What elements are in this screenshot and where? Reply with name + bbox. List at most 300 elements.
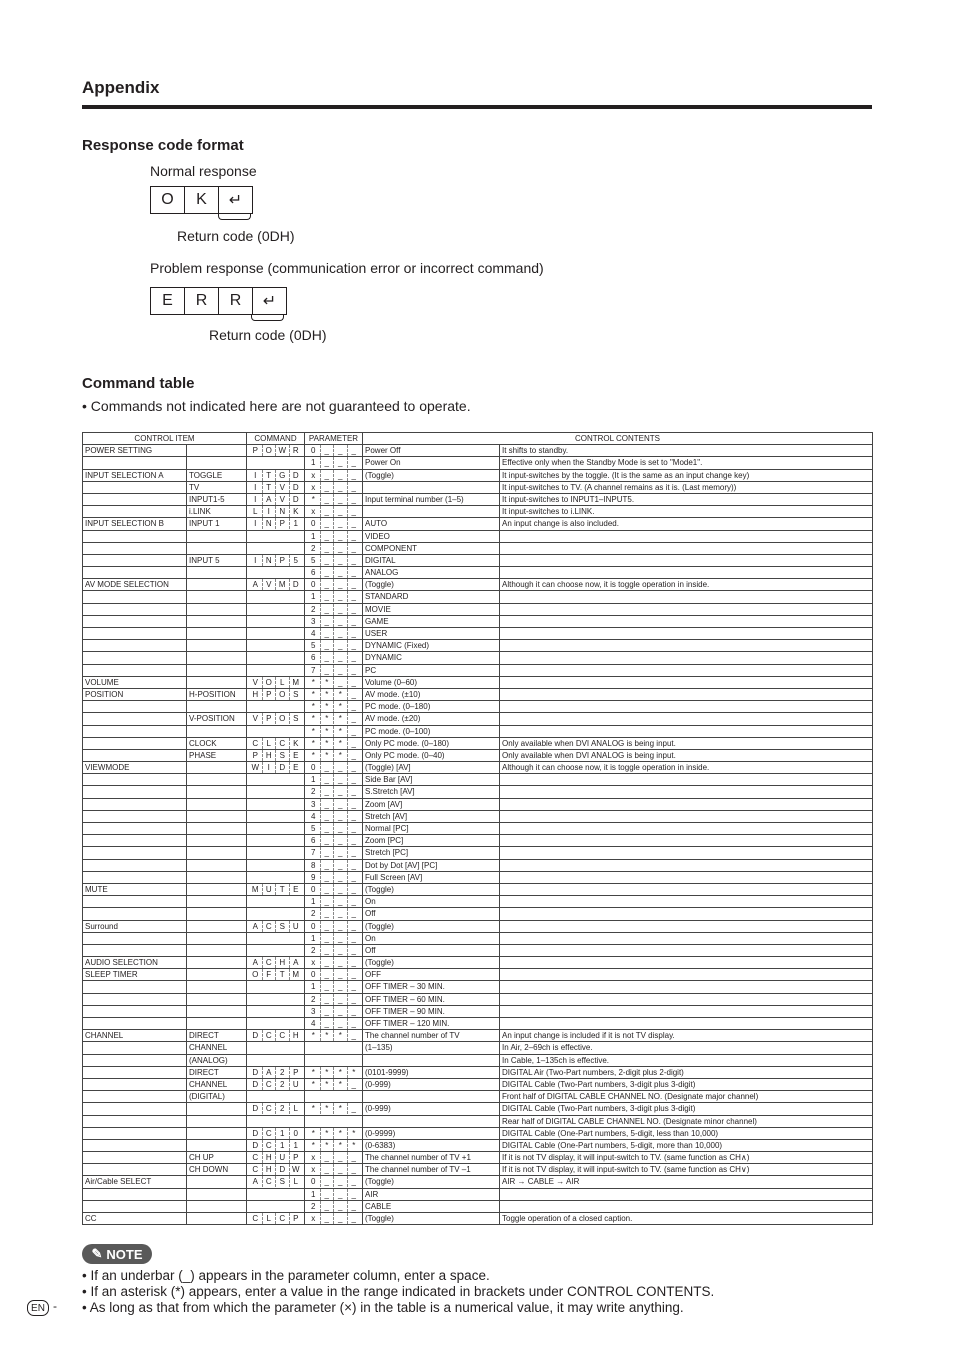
code-char: T: [276, 969, 290, 980]
parameter-meaning: AUTO: [363, 518, 500, 530]
table-row: [83, 1139, 873, 1151]
code-char: 0: [307, 579, 321, 590]
control-subitem: [187, 1005, 247, 1017]
code-char: *: [321, 1067, 335, 1078]
control-item: [83, 591, 187, 603]
code-char: A: [249, 957, 263, 968]
table-row: [83, 1030, 873, 1042]
code-char: _: [334, 933, 348, 944]
code-char: _: [351, 702, 356, 712]
code-char: _: [351, 641, 356, 651]
parameter-meaning: DYNAMIC: [363, 652, 500, 664]
code-char: _: [321, 799, 335, 810]
code-char: *: [334, 738, 348, 749]
command-code: [247, 615, 305, 627]
code-char: L: [263, 738, 277, 749]
code-char: *: [307, 1128, 321, 1139]
control-contents: [500, 932, 873, 944]
command-code: [247, 944, 305, 956]
code-char: D: [249, 1103, 263, 1114]
table-row: [83, 493, 873, 505]
code-char: _: [321, 482, 335, 493]
control-contents: [500, 883, 873, 895]
code-char: 0: [307, 762, 321, 773]
control-contents: [500, 847, 873, 859]
control-item: [83, 506, 187, 518]
code-char: _: [321, 445, 335, 456]
table-row: [83, 871, 873, 883]
control-contents: [500, 798, 873, 810]
code-char: S: [293, 714, 299, 724]
char-cell: R: [185, 288, 219, 314]
char-cell: E: [151, 288, 185, 314]
code-char: _: [334, 762, 348, 773]
code-char: _: [321, 1006, 335, 1017]
code-char: _: [321, 1213, 335, 1224]
code-char: C: [263, 1103, 277, 1114]
code-char: _: [351, 726, 356, 736]
table-row: [83, 591, 873, 603]
code-char: _: [351, 787, 356, 797]
table-row: [83, 1115, 873, 1127]
control-subitem: [187, 676, 247, 688]
command-code: [247, 1115, 305, 1127]
table-row: [83, 981, 873, 993]
code-char: N: [276, 506, 290, 517]
control-item: [83, 981, 187, 993]
parameter-code: [305, 579, 363, 591]
parameter-meaning: AV mode. (±20): [363, 713, 500, 725]
control-subitem: [187, 579, 247, 591]
parameter-meaning: Off: [363, 944, 500, 956]
code-char: _: [321, 957, 335, 968]
control-subitem: [187, 981, 247, 993]
control-subitem: [187, 640, 247, 652]
control-subitem: [187, 993, 247, 1005]
code-char: P: [249, 750, 263, 761]
code-char: A: [293, 958, 299, 968]
control-contents: [500, 713, 873, 725]
code-char: 6: [307, 835, 321, 846]
parameter-meaning: The channel number of TV +1: [363, 1152, 500, 1164]
code-char: V: [249, 677, 263, 688]
control-contents: [500, 725, 873, 737]
code-char: _: [321, 823, 335, 834]
code-char: _: [321, 884, 335, 895]
code-char: A: [249, 579, 263, 590]
control-item: [83, 1188, 187, 1200]
table-row: [83, 883, 873, 895]
parameter-code: [305, 883, 363, 895]
code-char: K: [293, 507, 299, 517]
code-char: _: [321, 616, 335, 627]
code-char: _: [321, 543, 335, 554]
parameter-code: [305, 481, 363, 493]
table-row: [83, 908, 873, 920]
code-char: _: [351, 897, 356, 907]
control-subitem: [187, 701, 247, 713]
code-char: _: [321, 774, 335, 785]
parameter-meaning: Zoom [AV]: [363, 798, 500, 810]
control-subitem: [187, 652, 247, 664]
parameter-meaning: Side Bar [AV]: [363, 774, 500, 786]
code-char: _: [351, 689, 356, 699]
code-char: 5: [293, 555, 298, 565]
table-row: [83, 762, 873, 774]
table-row: [83, 1054, 873, 1066]
code-char: _: [351, 994, 356, 1004]
code-char: E: [293, 750, 299, 760]
code-char: S: [276, 921, 290, 932]
table-row: [83, 1042, 873, 1054]
code-char: _: [351, 592, 356, 602]
code-char: _: [321, 896, 335, 907]
control-item: [83, 1139, 187, 1151]
control-contents: In Air, 2–69ch is effective.: [500, 1042, 873, 1054]
command-code: [247, 1152, 305, 1164]
command-code: [247, 1078, 305, 1090]
code-char: 6: [307, 567, 321, 578]
code-char: 2: [307, 604, 321, 615]
table-row: [83, 530, 873, 542]
control-item: Surround: [83, 920, 187, 932]
control-subitem: CH DOWN: [187, 1164, 247, 1176]
command-code: [247, 493, 305, 505]
table-row: [83, 469, 873, 481]
code-char: U: [292, 1079, 299, 1089]
code-char: C: [276, 1030, 290, 1041]
code-char: D: [249, 1079, 263, 1090]
code-char: 1: [307, 1189, 321, 1200]
code-char: 7: [307, 847, 321, 858]
parameter-meaning: [363, 1115, 500, 1127]
code-char: *: [352, 1067, 356, 1077]
code-char: 0: [307, 518, 321, 529]
code-char: _: [321, 1176, 335, 1187]
code-char: _: [321, 1152, 335, 1163]
parameter-code: [305, 871, 363, 883]
code-char: _: [334, 579, 348, 590]
normal-response-label: Normal response: [150, 163, 257, 179]
control-contents: It input-switches by the toggle. (It is the same as an input change key): [500, 469, 873, 481]
code-char: _: [321, 1189, 335, 1200]
code-char: P: [263, 689, 277, 700]
note-list: [82, 1268, 714, 1316]
control-subitem: [187, 457, 247, 469]
code-char: P: [249, 445, 263, 456]
parameter-code: [305, 737, 363, 749]
parameter-code: [305, 896, 363, 908]
code-char: M: [292, 970, 300, 980]
parameter-meaning: OFF: [363, 969, 500, 981]
char-cell: K: [185, 187, 219, 213]
command-code: [247, 1213, 305, 1225]
parameter-meaning: Power On: [363, 457, 500, 469]
code-char: *: [307, 726, 321, 737]
parameter-meaning: Volume (0–60): [363, 676, 500, 688]
code-char: 0: [307, 884, 321, 895]
control-contents: An input change is included if it is not TV display.: [500, 1030, 873, 1042]
parameter-meaning: (Toggle): [363, 469, 500, 481]
code-char: *: [307, 1079, 321, 1090]
parameter-code: [305, 932, 363, 944]
control-subitem: [187, 908, 247, 920]
code-char: _: [334, 774, 348, 785]
control-subitem: [187, 871, 247, 883]
table-row: [83, 749, 873, 761]
code-char: N: [263, 518, 277, 529]
code-char: 2: [276, 1079, 290, 1090]
code-char: *: [307, 738, 321, 749]
control-contents: [500, 640, 873, 652]
code-char: L: [276, 677, 290, 688]
code-char: 1: [307, 981, 321, 992]
code-char: O: [263, 677, 277, 688]
table-row: [83, 481, 873, 493]
control-contents: [500, 908, 873, 920]
code-char: _: [321, 640, 335, 651]
command-code: [247, 883, 305, 895]
control-subitem: CH UP: [187, 1152, 247, 1164]
code-char: I: [263, 506, 277, 517]
control-item: [83, 774, 187, 786]
control-contents: [500, 567, 873, 579]
pencil-icon: ✎: [91, 1246, 103, 1261]
code-char: x: [307, 506, 321, 517]
code-char: R: [292, 446, 299, 456]
code-char: _: [351, 519, 356, 529]
command-code: [247, 762, 305, 774]
code-char: _: [351, 921, 356, 931]
code-char: F: [263, 969, 277, 980]
table-row: [83, 567, 873, 579]
code-char: C: [263, 1128, 277, 1139]
code-char: _: [334, 969, 348, 980]
control-contents: AIR → CABLE → AIR: [500, 1176, 873, 1188]
code-char: P: [293, 1153, 299, 1163]
code-char: *: [334, 1079, 348, 1090]
control-subitem: [187, 786, 247, 798]
page-title: Appendix: [82, 78, 160, 97]
parameter-meaning: (Toggle) [AV]: [363, 762, 500, 774]
code-char: _: [351, 909, 356, 919]
code-char: _: [351, 446, 356, 456]
parameter-meaning: The channel number of TV: [363, 1030, 500, 1042]
code-char: C: [263, 1030, 277, 1041]
table-row: [83, 835, 873, 847]
parameter-meaning: Stretch [AV]: [363, 810, 500, 822]
code-char: *: [321, 726, 335, 737]
control-subitem: [187, 1176, 247, 1188]
parameter-meaning: PC mode. (0–100): [363, 725, 500, 737]
brace: [251, 314, 284, 321]
code-char: _: [351, 629, 356, 638]
code-char: *: [307, 689, 321, 700]
code-char: _: [321, 470, 335, 481]
code-char: U: [263, 884, 277, 895]
parameter-code: [305, 640, 363, 652]
table-row: [83, 798, 873, 810]
code-char: _: [321, 506, 335, 517]
code-char: *: [307, 677, 321, 688]
code-char: _: [321, 835, 335, 846]
command-code: [247, 457, 305, 469]
control-contents: [500, 652, 873, 664]
control-item: Air/Cable SELECT: [83, 1176, 187, 1188]
command-code: [247, 567, 305, 579]
parameter-meaning: The channel number of TV –1: [363, 1164, 500, 1176]
code-char: _: [321, 531, 335, 542]
code-char: _: [334, 494, 348, 505]
control-contents: It input-switches to INPUT1–INPUT5.: [500, 493, 873, 505]
command-code: [247, 932, 305, 944]
parameter-meaning: ANALOG: [363, 567, 500, 579]
control-item: INPUT SELECTION B: [83, 518, 187, 530]
table-row: [83, 640, 873, 652]
parameter-meaning: (1–135): [363, 1042, 500, 1054]
command-code: [247, 993, 305, 1005]
parameter-code: [305, 1042, 363, 1054]
parameter-code: [305, 469, 363, 481]
command-code: [247, 1164, 305, 1176]
parameter-code: [305, 957, 363, 969]
command-code: [247, 1018, 305, 1030]
control-item: [83, 823, 187, 835]
table-row: [83, 823, 873, 835]
table-row: [83, 725, 873, 737]
control-item: [83, 493, 187, 505]
parameter-code: [305, 798, 363, 810]
table-row: [83, 676, 873, 688]
code-char: _: [321, 786, 335, 797]
command-code: [247, 1091, 305, 1103]
code-char: _: [334, 555, 348, 566]
code-char: 2: [307, 786, 321, 797]
parameter-meaning: MOVIE: [363, 603, 500, 615]
code-char: *: [321, 1079, 335, 1090]
code-char: H: [263, 1152, 277, 1163]
code-char: *: [334, 1030, 348, 1041]
control-contents: [500, 1018, 873, 1030]
control-contents: [500, 920, 873, 932]
code-char: P: [293, 1067, 299, 1077]
code-char: V: [249, 713, 263, 724]
code-char: C: [276, 1213, 290, 1224]
control-subitem: [187, 628, 247, 640]
code-char: G: [276, 470, 290, 481]
control-subitem: [187, 798, 247, 810]
code-char: _: [334, 811, 348, 822]
code-char: D: [276, 762, 290, 773]
control-item: [83, 847, 187, 859]
control-subitem: CLOCK: [187, 737, 247, 749]
command-code: [247, 628, 305, 640]
parameter-code: [305, 615, 363, 627]
code-char: x: [307, 470, 321, 481]
code-char: C: [263, 1176, 277, 1187]
parameter-code: [305, 542, 363, 554]
control-subitem: [187, 823, 247, 835]
code-char: *: [321, 750, 335, 761]
code-char: K: [293, 738, 299, 748]
code-char: C: [263, 1079, 277, 1090]
code-char: E: [293, 884, 299, 894]
table-row: [83, 701, 873, 713]
control-contents: [500, 957, 873, 969]
table-header-row: [83, 433, 873, 445]
control-subitem: [187, 883, 247, 895]
control-subitem: INPUT 1: [187, 518, 247, 530]
command-code: [247, 445, 305, 457]
code-char: H: [292, 1031, 299, 1041]
parameter-meaning: STANDARD: [363, 591, 500, 603]
parameter-meaning: PC: [363, 664, 500, 676]
code-char: 2: [307, 908, 321, 919]
code-char: _: [334, 994, 348, 1005]
code-char: T: [263, 482, 277, 493]
code-char: _: [321, 604, 335, 615]
table-row: [83, 506, 873, 518]
code-char: S: [293, 689, 299, 699]
header-parameter: PARAMETER: [305, 433, 363, 445]
code-char: U: [276, 1152, 290, 1163]
control-contents: [500, 628, 873, 640]
control-subitem: [187, 664, 247, 676]
code-char: _: [321, 665, 335, 676]
error-response-box: [150, 287, 287, 315]
code-char: 2: [276, 1067, 290, 1078]
code-char: *: [334, 713, 348, 724]
code-char: _: [321, 762, 335, 773]
parameter-code: [305, 847, 363, 859]
command-code: [247, 1042, 305, 1054]
control-item: [83, 1152, 187, 1164]
code-char: _: [321, 933, 335, 944]
parameter-code: [305, 1152, 363, 1164]
code-char: _: [334, 860, 348, 871]
control-contents: [500, 810, 873, 822]
control-subitem: [187, 969, 247, 981]
code-char: D: [249, 1067, 263, 1078]
code-char: _: [351, 1031, 356, 1041]
code-char: L: [293, 1177, 298, 1187]
parameter-meaning: (0-999): [363, 1078, 500, 1090]
code-char: I: [249, 482, 263, 493]
parameter-code: [305, 1054, 363, 1066]
command-table-heading: Command table: [82, 375, 195, 392]
code-char: U: [292, 921, 299, 931]
code-char: *: [334, 701, 348, 712]
code-char: _: [321, 494, 335, 505]
parameter-code: [305, 445, 363, 457]
code-char: _: [351, 775, 356, 785]
control-item: [83, 1066, 187, 1078]
command-code: [247, 847, 305, 859]
control-item: [83, 798, 187, 810]
table-row: [83, 518, 873, 530]
control-item: INPUT SELECTION A: [83, 469, 187, 481]
code-char: *: [307, 1030, 321, 1041]
parameter-meaning: On: [363, 932, 500, 944]
command-code: [247, 713, 305, 725]
control-item: [83, 567, 187, 579]
parameter-meaning: On: [363, 896, 500, 908]
code-char: 1: [293, 519, 298, 529]
command-table: [82, 432, 873, 1225]
note-label: NOTE: [106, 1246, 143, 1262]
parameter-meaning: OFF TIMER – 60 MIN.: [363, 993, 500, 1005]
command-code: [247, 859, 305, 871]
